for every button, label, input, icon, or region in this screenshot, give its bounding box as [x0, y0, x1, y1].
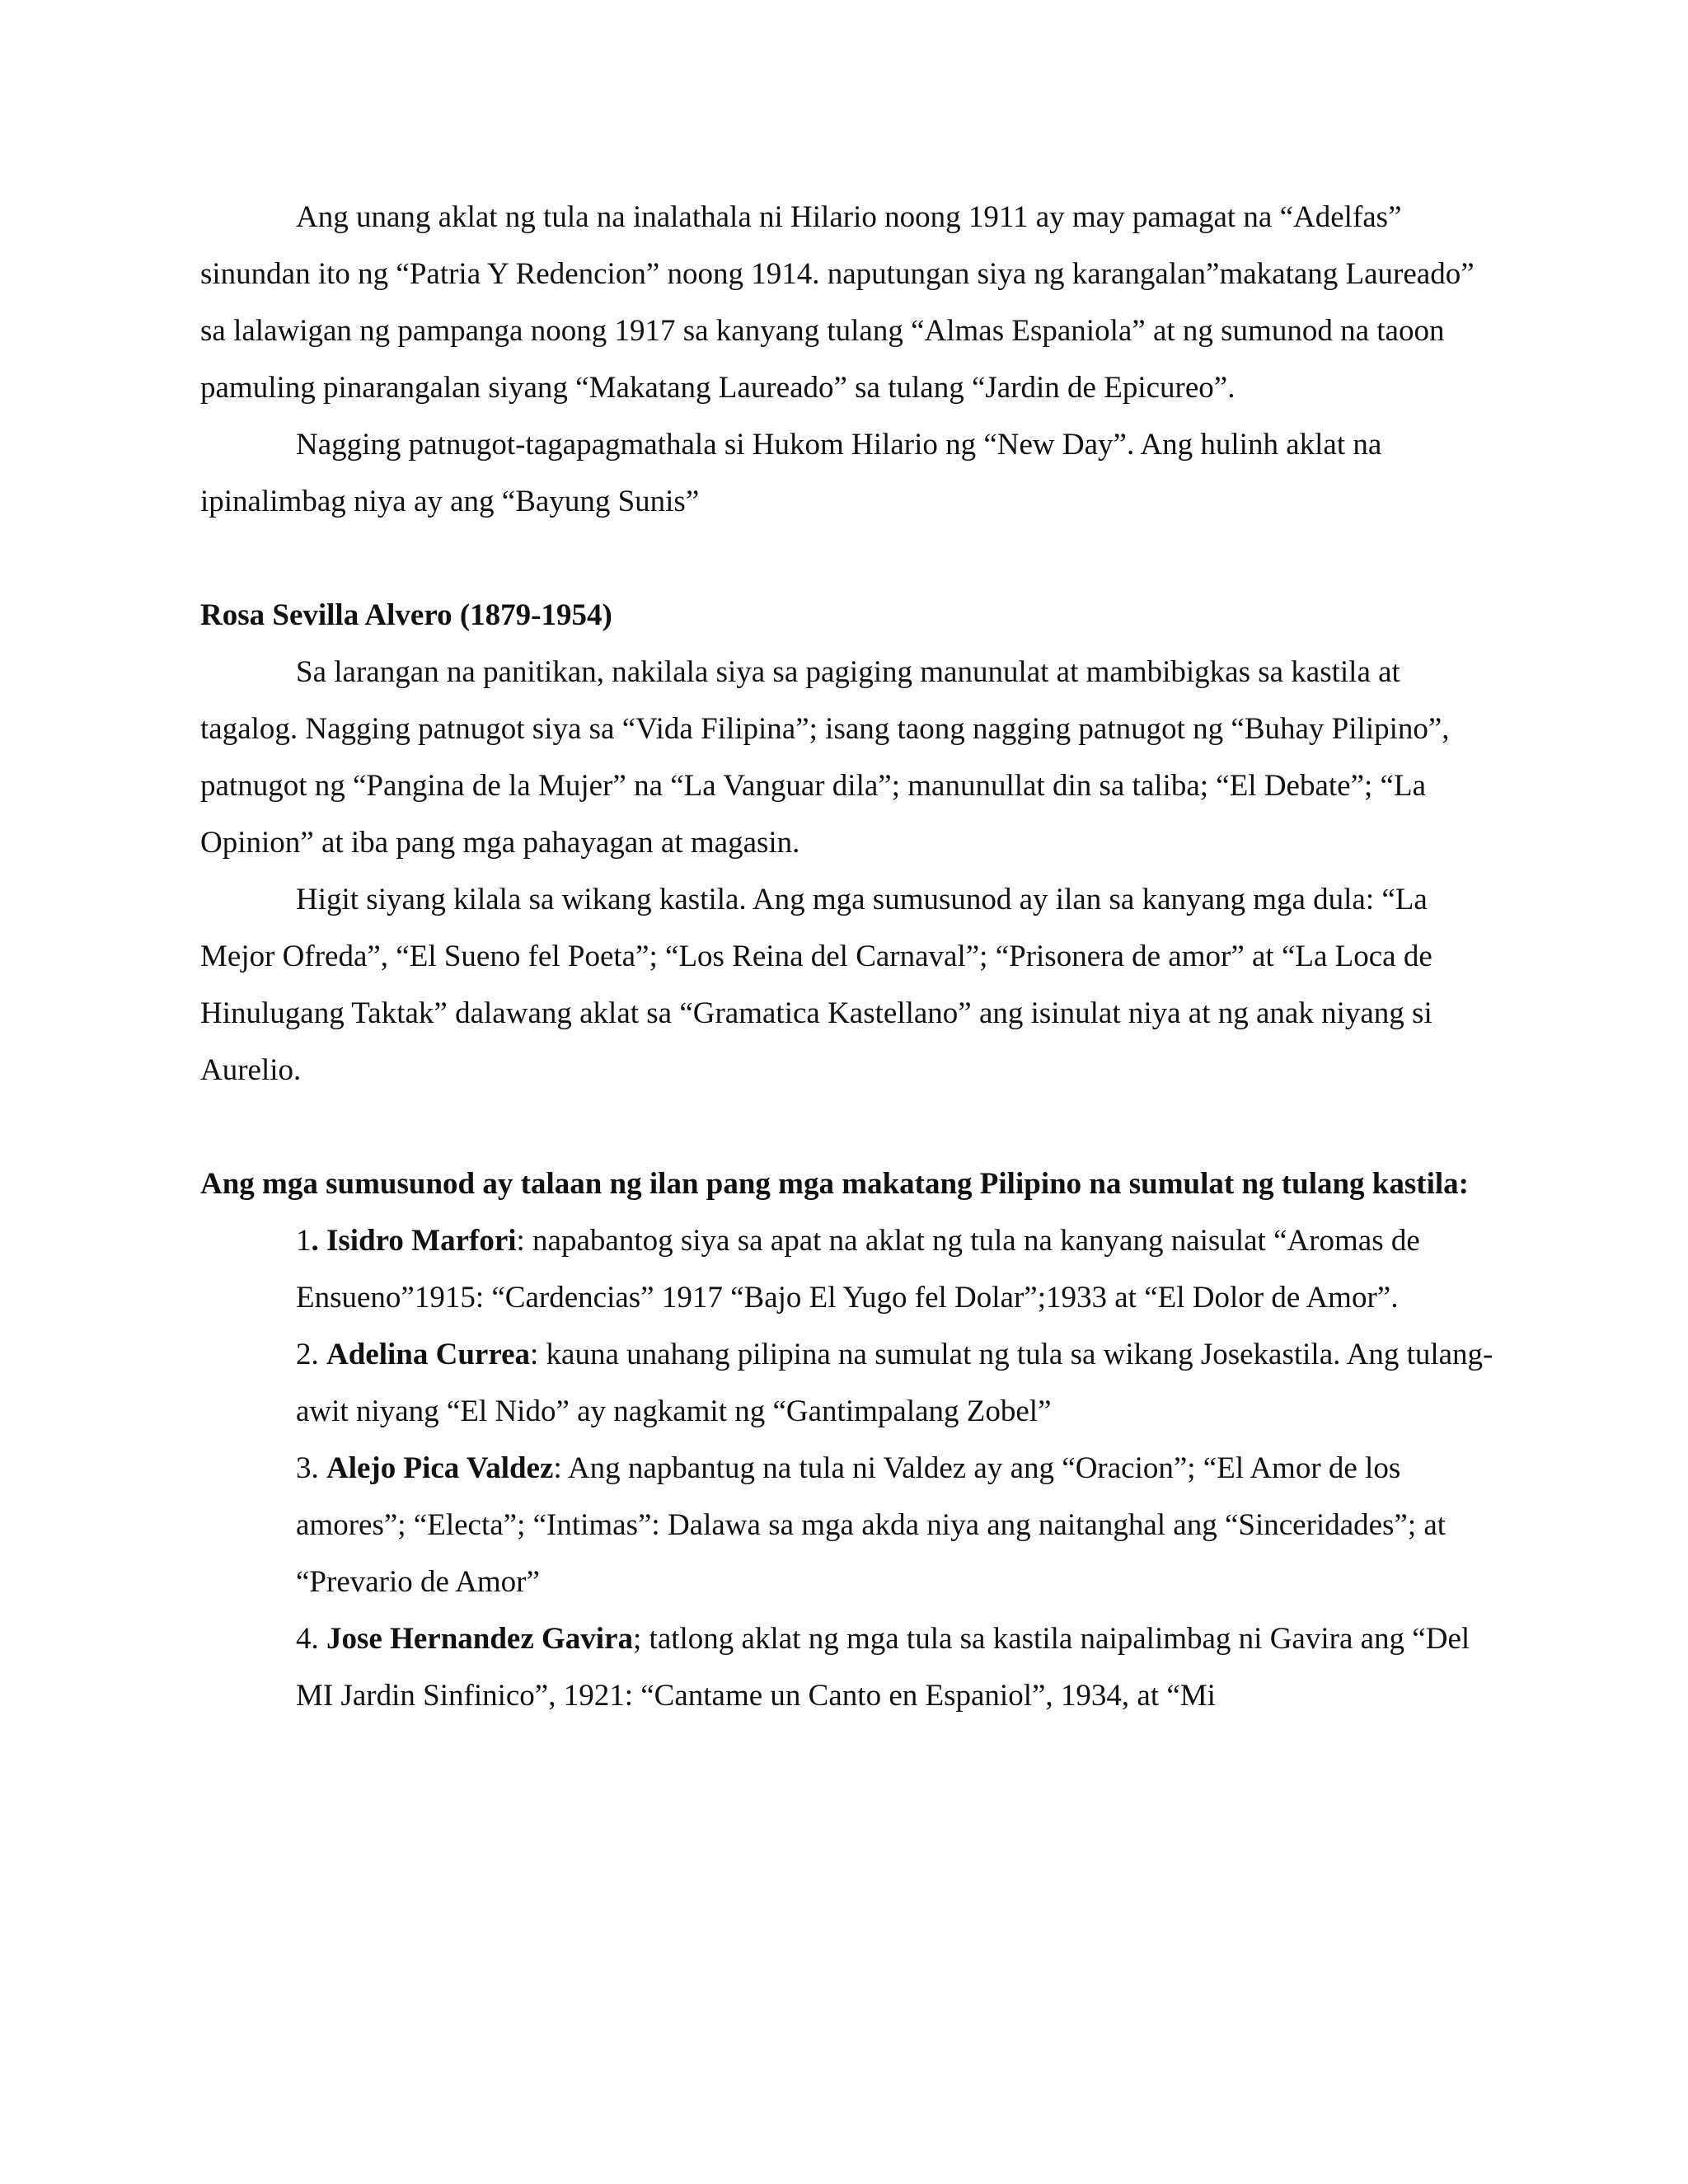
- list-item-isidro-marfori: [296, 1212, 1494, 1326]
- poets-list: [200, 1212, 1494, 1724]
- heading-poets-list: Ang mga sumusunod ay talaan ng ilan pang mga makatang Pilipino na sumulat ng tulang kastila:: [200, 1167, 1469, 1201]
- poet-description: : Ang napbantug na tula ni Valdez ay ang “Oracion”; “El Amor de los amores”; “Electa”; “Intimas”: Dalawa sa mga akda niya ang naitanghal ang “Sinceridades”; at “Prevario de Amor”: [296, 1451, 1447, 1599]
- paragraph-alvero-career: Sa larangan na panitikan, nakilala siya sa pagiging manunulat at mambibigkas sa kastila at tagalog. Nagging patnugot siya sa “Vida Filipina”; isang taong nagging patnugot ng “Buhay Pilipino”, patnugot ng “Pangina de la Mujer” na “La Vanguar dila”; manunullat din sa taliba; “El Debate”; “La Opinion” at iba pang mga pahayagan at magasin.: [200, 655, 1450, 860]
- item-number: 1: [296, 1224, 312, 1258]
- poet-name: Alejo Pica Valdez: [326, 1451, 554, 1485]
- poet-description: ; tatlong aklat ng mga tula sa kastila naipalimbag ni Gavira ang “Del MI Jardin Sinfinico”, 1921: “Cantame un Canto en Espaniol”, 1934, at “Mi: [296, 1622, 1470, 1713]
- paragraph-hilario-new-day: Nagging patnugot-tagapagmathala si Hukom Hilario ng “New Day”. Ang hulinh aklat na ipinalimbag niya ay ang “Bayung Sunis”: [200, 428, 1382, 518]
- item-number: 2.: [296, 1338, 326, 1371]
- poet-name: Isidro Marfori: [318, 1224, 517, 1258]
- poet-description: : napabantog siya sa apat na aklat ng tula na kanyang naisulat “Aromas de Ensueno”1915: “Cardencias” 1917 “Bajo El Yugo fel Dolar”;1933 at “El Dolor de Amor”.: [296, 1224, 1420, 1315]
- item-number: 4.: [296, 1622, 326, 1656]
- poet-name: Jose Hernandez Gavira: [326, 1622, 634, 1656]
- poet-name: Adelina Currea: [326, 1338, 531, 1371]
- list-item-jose-hernandez-gavira: [296, 1610, 1494, 1724]
- poet-description: : kauna unahang pilipina na sumulat ng tula sa wikang Josekastila. Ang tulang-awit niyang “El Nido” ay nagkamit ng “Gantimpalang Zobel”: [296, 1338, 1493, 1428]
- list-item-adelina-currea: [296, 1326, 1494, 1440]
- item-number: 3.: [296, 1451, 326, 1485]
- document-body: [200, 189, 1494, 1724]
- heading-rosa-sevilla-alvero: Rosa Sevilla Alvero (1879-1954): [200, 598, 612, 632]
- spacer: [200, 1099, 1494, 1155]
- item-number-dot: .: [311, 1224, 319, 1258]
- list-item-alejo-pica-valdez: [296, 1440, 1494, 1610]
- paragraph-alvero-works: Higit siyang kilala sa wikang kastila. Ang mga sumusunod ay ilan sa kanyang mga dula: “La Mejor Ofreda”, “El Sueno fel Poeta”; “Los Reina del Carnaval”; “Prisonera de amor” at “La Loca de Hinulugang Taktak” dalawang aklat sa “Gramatica Kastellano” ang isinulat niya at ng anak niyang si Aurelio.: [200, 883, 1432, 1087]
- paragraph-hilario-books: Ang unang aklat ng tula na inalathala ni Hilario noong 1911 ay may pamagat na “Adelfas” sinundan ito ng “Patria Y Redencion” noong 1914. naputungan siya ng karangalan”makatang Laureado” sa lalawigan ng pampanga noong 1917 sa kanyang tulang “Almas Espaniola” at ng sumunod na taoon pamuling pinarangalan siyang “Makatang Laureado” sa tulang “Jardin de Epicureo”.: [200, 200, 1475, 405]
- spacer: [200, 530, 1494, 587]
